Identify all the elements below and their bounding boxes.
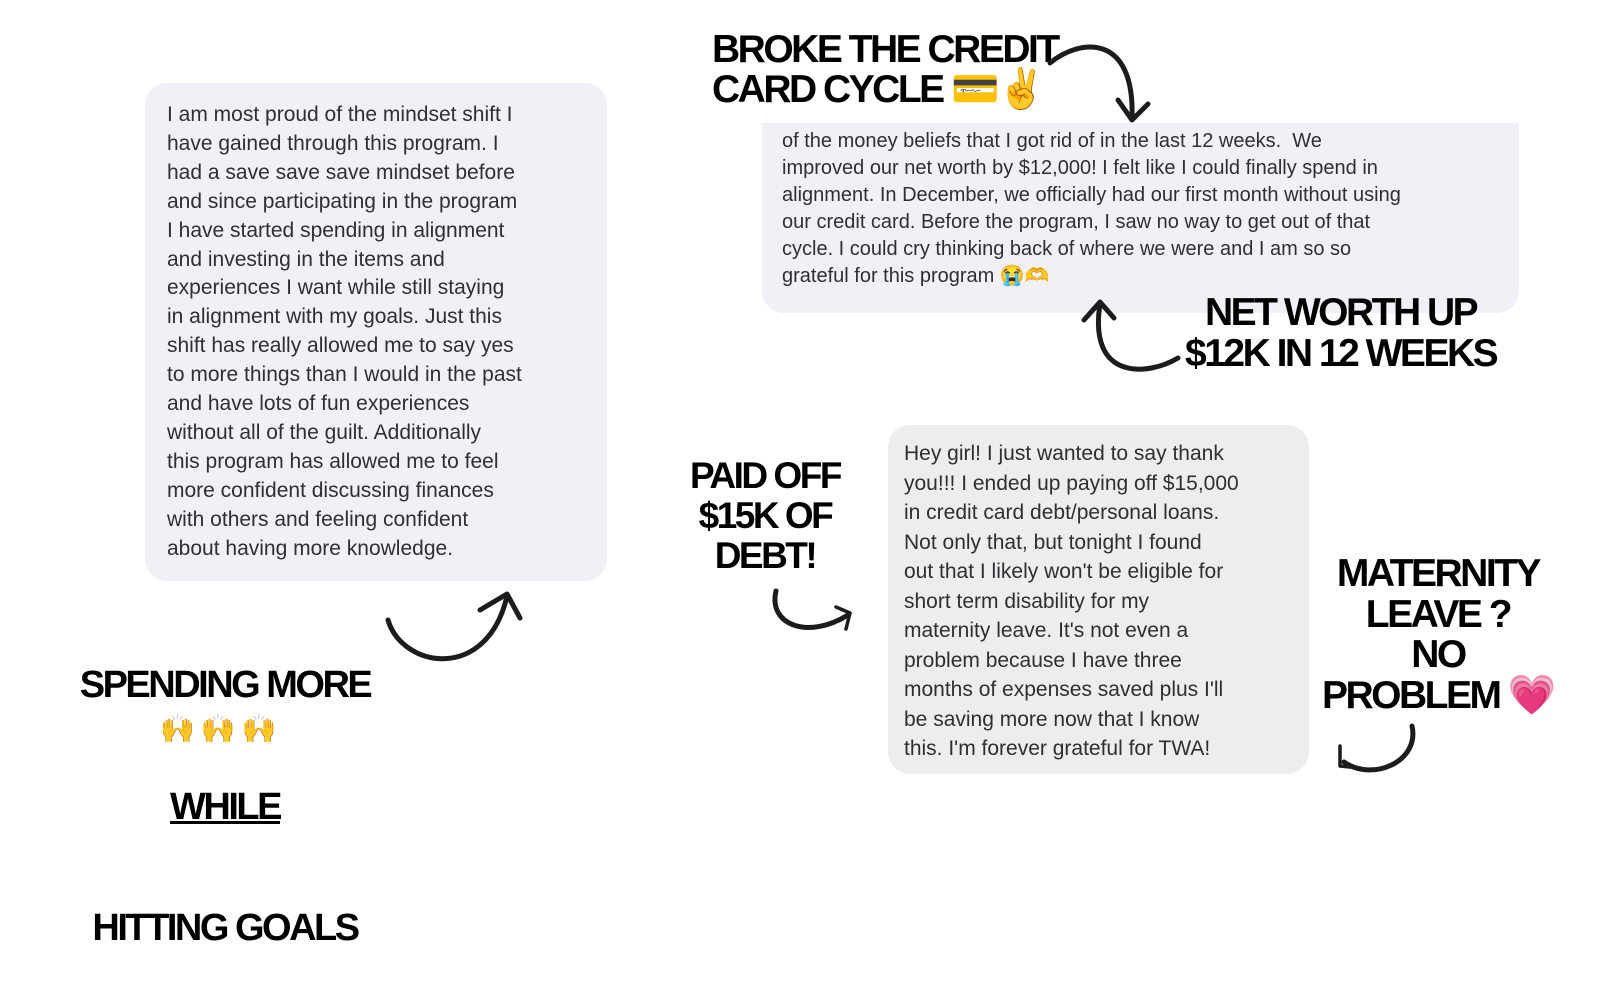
headline-net-worth: NET WORTH UP $12K IN 12 WEEKS: [1185, 291, 1497, 375]
raised-hands-icon: 🙌🙌🙌: [160, 713, 283, 744]
arrow-icon: [382, 588, 527, 673]
headline-spending: [70, 584, 380, 989]
arrow-icon: [1078, 296, 1188, 381]
headline-credit-card: BROKE THE CREDIT CARD CYCLE 💳✌️: [712, 28, 1058, 111]
headline-debt: PAID OFF $15K OF DEBT!: [690, 455, 840, 576]
testimonial-net-worth-bubble: of the money beliefs that I got rid of in the last 12 weeks. We improved our net worth by $12,000! I felt like I could finally spend in alignment. In December, we officially had our first month without using our credit card. Before the program, I saw no way to get out of that cycle. I could cry thinking back of where we were and I am so so grateful for this program 😭🫶: [762, 123, 1519, 313]
testimonial-debt-bubble: Hey girl! I just wanted to say thank you!!! I ended up paying off $15,000 in credit card debt/personal loans. Not only that, but tonight I found out that I likely won't be eligible for short term disability for my maternity leave. It's not even a problem because I have three months of expenses saved plus I'll be saving more now that I know this. I'm forever grateful for TWA!: [888, 425, 1309, 774]
testimonial-mindset-bubble: I am most proud of the mindset shift I have gained through this program. I had a save save save mindset before and since participating in the program I have started spending in alignment and investing in the items and experiences I want while still staying in alignment with my goals. Just this shift has really allowed me to say yes to more things than I would in the past and have lots of fun experiences without all of the guilt. Additionally this program has allowed me to feel more confident discussing finances with others and feeling confident about having more knowledge.: [145, 83, 607, 581]
headline-spending-line3: HITTING GOALS: [92, 907, 358, 949]
arrow-icon: [1332, 722, 1422, 782]
headline-maternity: MATERNITY LEAVE ? NO PROBLEM 💗: [1322, 552, 1554, 717]
headline-spending-line1: SPENDING MORE: [79, 664, 371, 706]
headline-spending-line2: WHILE: [170, 785, 280, 828]
arrow-icon: [768, 585, 858, 640]
arrow-icon: [1040, 38, 1160, 128]
